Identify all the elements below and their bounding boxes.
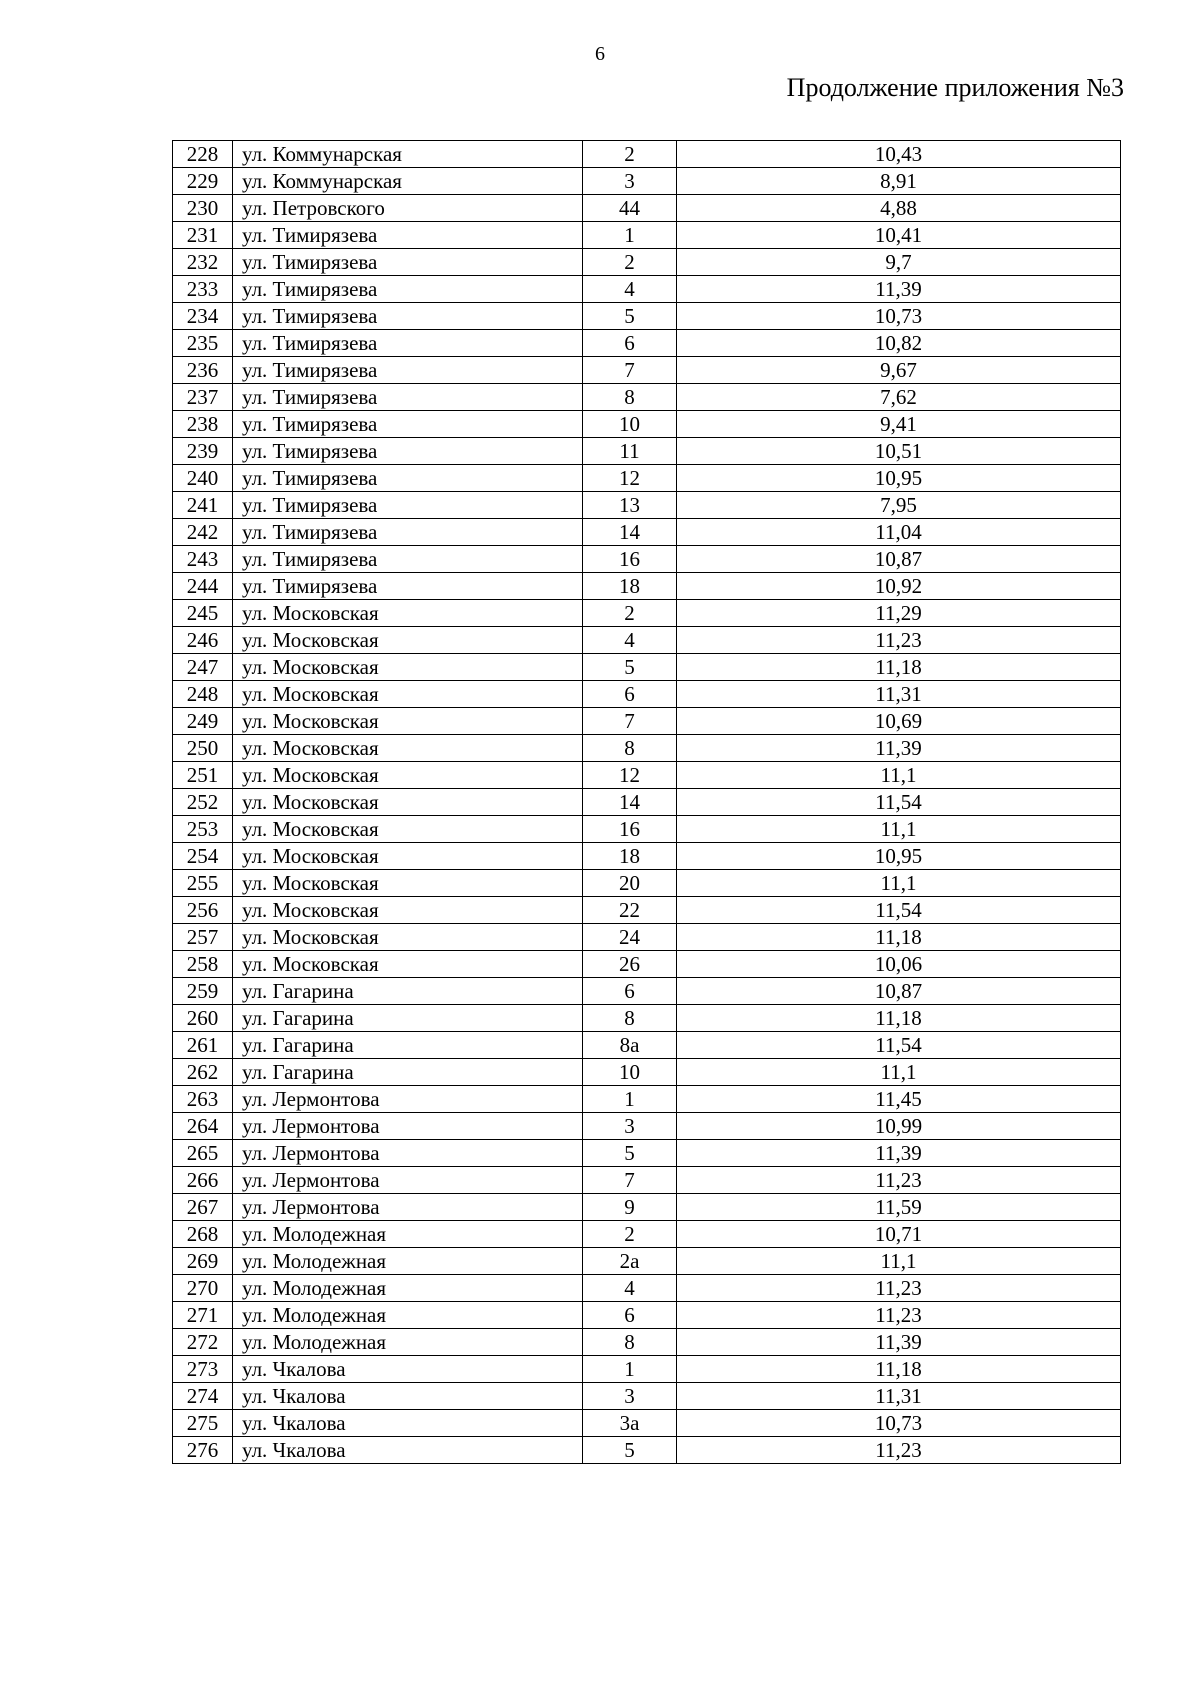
row-number-cell: 246 <box>173 627 233 654</box>
house-number-cell: 4 <box>583 627 677 654</box>
house-number-cell: 7 <box>583 357 677 384</box>
table-row <box>173 384 1121 411</box>
street-cell: ул. Коммунарская <box>233 141 583 168</box>
value-cell: 11,39 <box>677 276 1121 303</box>
row-number-cell: 252 <box>173 789 233 816</box>
house-number-cell: 12 <box>583 465 677 492</box>
value-cell: 11,54 <box>677 1032 1121 1059</box>
house-number-cell: 6 <box>583 330 677 357</box>
street-cell: ул. Московская <box>233 600 583 627</box>
row-number-cell: 261 <box>173 1032 233 1059</box>
house-number-cell: 2 <box>583 141 677 168</box>
value-cell: 11,23 <box>677 1167 1121 1194</box>
house-number-cell: 24 <box>583 924 677 951</box>
value-cell: 11,18 <box>677 1356 1121 1383</box>
value-cell: 10,71 <box>677 1221 1121 1248</box>
street-cell: ул. Московская <box>233 789 583 816</box>
street-cell: ул. Тимирязева <box>233 492 583 519</box>
row-number-cell: 254 <box>173 843 233 870</box>
house-number-cell: 6 <box>583 681 677 708</box>
street-cell: ул. Чкалова <box>233 1383 583 1410</box>
house-number-cell: 14 <box>583 789 677 816</box>
value-cell: 11,59 <box>677 1194 1121 1221</box>
table-row <box>173 1005 1121 1032</box>
value-cell: 11,31 <box>677 1383 1121 1410</box>
value-cell: 10,92 <box>677 573 1121 600</box>
value-cell: 11,1 <box>677 1248 1121 1275</box>
row-number-cell: 241 <box>173 492 233 519</box>
house-number-cell: 5 <box>583 303 677 330</box>
value-cell: 11,04 <box>677 519 1121 546</box>
table-row <box>173 789 1121 816</box>
table-row <box>173 519 1121 546</box>
data-table <box>172 140 1121 1464</box>
house-number-cell: 14 <box>583 519 677 546</box>
row-number-cell: 240 <box>173 465 233 492</box>
house-number-cell: 3 <box>583 1383 677 1410</box>
row-number-cell: 273 <box>173 1356 233 1383</box>
house-number-cell: 8 <box>583 1329 677 1356</box>
street-cell: ул. Гагарина <box>233 978 583 1005</box>
house-number-cell: 16 <box>583 816 677 843</box>
table-row <box>173 1221 1121 1248</box>
house-number-cell: 6 <box>583 1302 677 1329</box>
row-number-cell: 233 <box>173 276 233 303</box>
row-number-cell: 243 <box>173 546 233 573</box>
row-number-cell: 253 <box>173 816 233 843</box>
street-cell: ул. Московская <box>233 654 583 681</box>
street-cell: ул. Московская <box>233 816 583 843</box>
row-number-cell: 269 <box>173 1248 233 1275</box>
row-number-cell: 265 <box>173 1140 233 1167</box>
table-row <box>173 735 1121 762</box>
street-cell: ул. Чкалова <box>233 1410 583 1437</box>
value-cell: 11,54 <box>677 789 1121 816</box>
value-cell: 4,88 <box>677 195 1121 222</box>
value-cell: 10,87 <box>677 546 1121 573</box>
value-cell: 11,18 <box>677 654 1121 681</box>
value-cell: 10,87 <box>677 978 1121 1005</box>
street-cell: ул. Московская <box>233 843 583 870</box>
street-cell: ул. Московская <box>233 681 583 708</box>
street-cell: ул. Молодежная <box>233 1329 583 1356</box>
row-number-cell: 247 <box>173 654 233 681</box>
house-number-cell: 7 <box>583 708 677 735</box>
table-row <box>173 681 1121 708</box>
row-number-cell: 257 <box>173 924 233 951</box>
row-number-cell: 248 <box>173 681 233 708</box>
table-row <box>173 951 1121 978</box>
row-number-cell: 244 <box>173 573 233 600</box>
value-cell: 11,31 <box>677 681 1121 708</box>
table-row <box>173 411 1121 438</box>
street-cell: ул. Молодежная <box>233 1221 583 1248</box>
table-row <box>173 195 1121 222</box>
house-number-cell: 8а <box>583 1032 677 1059</box>
row-number-cell: 237 <box>173 384 233 411</box>
table-row <box>173 141 1121 168</box>
house-number-cell: 18 <box>583 843 677 870</box>
table-row <box>173 897 1121 924</box>
house-number-cell: 1 <box>583 1356 677 1383</box>
table-row <box>173 1383 1121 1410</box>
table-row <box>173 438 1121 465</box>
table-row <box>173 1113 1121 1140</box>
table-row <box>173 627 1121 654</box>
row-number-cell: 242 <box>173 519 233 546</box>
appendix-title: Продолжение приложения №3 <box>786 73 1124 102</box>
value-cell: 10,51 <box>677 438 1121 465</box>
row-number-cell: 264 <box>173 1113 233 1140</box>
row-number-cell: 236 <box>173 357 233 384</box>
street-cell: ул. Тимирязева <box>233 573 583 600</box>
house-number-cell: 3 <box>583 168 677 195</box>
street-cell: ул. Тимирязева <box>233 357 583 384</box>
street-cell: ул. Молодежная <box>233 1302 583 1329</box>
house-number-cell: 22 <box>583 897 677 924</box>
value-cell: 10,95 <box>677 465 1121 492</box>
house-number-cell: 9 <box>583 1194 677 1221</box>
street-cell: ул. Тимирязева <box>233 465 583 492</box>
street-cell: ул. Лермонтова <box>233 1194 583 1221</box>
street-cell: ул. Тимирязева <box>233 330 583 357</box>
street-cell: ул. Московская <box>233 627 583 654</box>
house-number-cell: 5 <box>583 1437 677 1464</box>
street-cell: ул. Лермонтова <box>233 1167 583 1194</box>
row-number-cell: 271 <box>173 1302 233 1329</box>
table-row <box>173 816 1121 843</box>
street-cell: ул. Тимирязева <box>233 384 583 411</box>
street-cell: ул. Гагарина <box>233 1059 583 1086</box>
value-cell: 7,95 <box>677 492 1121 519</box>
table-row <box>173 762 1121 789</box>
street-cell: ул. Московская <box>233 870 583 897</box>
table-row <box>173 843 1121 870</box>
table-row <box>173 1437 1121 1464</box>
house-number-cell: 3а <box>583 1410 677 1437</box>
table-row <box>173 1140 1121 1167</box>
value-cell: 7,62 <box>677 384 1121 411</box>
table-row <box>173 1275 1121 1302</box>
table-row <box>173 303 1121 330</box>
value-cell: 11,1 <box>677 1059 1121 1086</box>
street-cell: ул. Тимирязева <box>233 303 583 330</box>
house-number-cell: 2 <box>583 1221 677 1248</box>
house-number-cell: 26 <box>583 951 677 978</box>
row-number-cell: 234 <box>173 303 233 330</box>
value-cell: 10,82 <box>677 330 1121 357</box>
table-row <box>173 1329 1121 1356</box>
street-cell: ул. Тимирязева <box>233 276 583 303</box>
street-cell: ул. Чкалова <box>233 1437 583 1464</box>
value-cell: 10,69 <box>677 708 1121 735</box>
street-cell: ул. Московская <box>233 924 583 951</box>
table-row <box>173 1032 1121 1059</box>
value-cell: 10,41 <box>677 222 1121 249</box>
table-row <box>173 573 1121 600</box>
value-cell: 11,29 <box>677 600 1121 627</box>
house-number-cell: 8 <box>583 384 677 411</box>
value-cell: 10,95 <box>677 843 1121 870</box>
value-cell: 10,73 <box>677 1410 1121 1437</box>
row-number-cell: 258 <box>173 951 233 978</box>
value-cell: 11,1 <box>677 816 1121 843</box>
table-row <box>173 1059 1121 1086</box>
table-row <box>173 1194 1121 1221</box>
street-cell: ул. Московская <box>233 897 583 924</box>
value-cell: 10,73 <box>677 303 1121 330</box>
table-row <box>173 168 1121 195</box>
row-number-cell: 268 <box>173 1221 233 1248</box>
house-number-cell: 13 <box>583 492 677 519</box>
table-row <box>173 492 1121 519</box>
value-cell: 10,99 <box>677 1113 1121 1140</box>
house-number-cell: 2 <box>583 249 677 276</box>
house-number-cell: 6 <box>583 978 677 1005</box>
value-cell: 11,1 <box>677 870 1121 897</box>
row-number-cell: 256 <box>173 897 233 924</box>
row-number-cell: 259 <box>173 978 233 1005</box>
street-cell: ул. Тимирязева <box>233 249 583 276</box>
table-row <box>173 600 1121 627</box>
street-cell: ул. Чкалова <box>233 1356 583 1383</box>
house-number-cell: 16 <box>583 546 677 573</box>
value-cell: 11,45 <box>677 1086 1121 1113</box>
table-row <box>173 978 1121 1005</box>
house-number-cell: 4 <box>583 276 677 303</box>
row-number-cell: 255 <box>173 870 233 897</box>
house-number-cell: 8 <box>583 1005 677 1032</box>
value-cell: 11,18 <box>677 1005 1121 1032</box>
street-cell: ул. Тимирязева <box>233 519 583 546</box>
row-number-cell: 230 <box>173 195 233 222</box>
street-cell: ул. Лермонтова <box>233 1086 583 1113</box>
house-number-cell: 4 <box>583 1275 677 1302</box>
table-row <box>173 870 1121 897</box>
street-cell: ул. Тимирязева <box>233 438 583 465</box>
value-cell: 8,91 <box>677 168 1121 195</box>
row-number-cell: 263 <box>173 1086 233 1113</box>
street-cell: ул. Лермонтова <box>233 1113 583 1140</box>
table-row <box>173 1248 1121 1275</box>
value-cell: 9,7 <box>677 249 1121 276</box>
table-row <box>173 1302 1121 1329</box>
row-number-cell: 245 <box>173 600 233 627</box>
house-number-cell: 1 <box>583 1086 677 1113</box>
table-row <box>173 708 1121 735</box>
table-body <box>173 141 1121 1464</box>
street-cell: ул. Тимирязева <box>233 546 583 573</box>
house-number-cell: 20 <box>583 870 677 897</box>
street-cell: ул. Молодежная <box>233 1275 583 1302</box>
row-number-cell: 266 <box>173 1167 233 1194</box>
row-number-cell: 274 <box>173 1383 233 1410</box>
table-row <box>173 1167 1121 1194</box>
value-cell: 9,41 <box>677 411 1121 438</box>
table-row <box>173 1410 1121 1437</box>
row-number-cell: 270 <box>173 1275 233 1302</box>
table-row <box>173 1356 1121 1383</box>
house-number-cell: 7 <box>583 1167 677 1194</box>
house-number-cell: 2а <box>583 1248 677 1275</box>
street-cell: ул. Гагарина <box>233 1005 583 1032</box>
street-cell: ул. Тимирязева <box>233 222 583 249</box>
street-cell: ул. Молодежная <box>233 1248 583 1275</box>
value-cell: 11,54 <box>677 897 1121 924</box>
table-row <box>173 222 1121 249</box>
value-cell: 11,39 <box>677 735 1121 762</box>
row-number-cell: 276 <box>173 1437 233 1464</box>
table-row <box>173 1086 1121 1113</box>
table-row <box>173 546 1121 573</box>
house-number-cell: 12 <box>583 762 677 789</box>
row-number-cell: 272 <box>173 1329 233 1356</box>
value-cell: 11,23 <box>677 627 1121 654</box>
street-cell: ул. Московская <box>233 735 583 762</box>
house-number-cell: 44 <box>583 195 677 222</box>
row-number-cell: 232 <box>173 249 233 276</box>
row-number-cell: 250 <box>173 735 233 762</box>
row-number-cell: 275 <box>173 1410 233 1437</box>
table-row <box>173 249 1121 276</box>
street-cell: ул. Петровского <box>233 195 583 222</box>
table-row <box>173 357 1121 384</box>
house-number-cell: 10 <box>583 411 677 438</box>
value-cell: 10,06 <box>677 951 1121 978</box>
street-cell: ул. Коммунарская <box>233 168 583 195</box>
value-cell: 11,18 <box>677 924 1121 951</box>
row-number-cell: 251 <box>173 762 233 789</box>
row-number-cell: 262 <box>173 1059 233 1086</box>
value-cell: 11,39 <box>677 1329 1121 1356</box>
row-number-cell: 231 <box>173 222 233 249</box>
street-cell: ул. Тимирязева <box>233 411 583 438</box>
table-row <box>173 465 1121 492</box>
value-cell: 11,23 <box>677 1302 1121 1329</box>
table-row <box>173 330 1121 357</box>
house-number-cell: 11 <box>583 438 677 465</box>
value-cell: 11,23 <box>677 1275 1121 1302</box>
row-number-cell: 239 <box>173 438 233 465</box>
table-row <box>173 654 1121 681</box>
row-number-cell: 267 <box>173 1194 233 1221</box>
value-cell: 11,23 <box>677 1437 1121 1464</box>
row-number-cell: 229 <box>173 168 233 195</box>
row-number-cell: 249 <box>173 708 233 735</box>
house-number-cell: 18 <box>583 573 677 600</box>
table-row <box>173 924 1121 951</box>
house-number-cell: 5 <box>583 654 677 681</box>
house-number-cell: 2 <box>583 600 677 627</box>
value-cell: 11,39 <box>677 1140 1121 1167</box>
street-cell: ул. Московская <box>233 762 583 789</box>
house-number-cell: 5 <box>583 1140 677 1167</box>
row-number-cell: 228 <box>173 141 233 168</box>
house-number-cell: 1 <box>583 222 677 249</box>
street-cell: ул. Московская <box>233 951 583 978</box>
value-cell: 11,1 <box>677 762 1121 789</box>
row-number-cell: 235 <box>173 330 233 357</box>
house-number-cell: 3 <box>583 1113 677 1140</box>
table-row <box>173 276 1121 303</box>
value-cell: 10,43 <box>677 141 1121 168</box>
street-cell: ул. Гагарина <box>233 1032 583 1059</box>
house-number-cell: 10 <box>583 1059 677 1086</box>
row-number-cell: 238 <box>173 411 233 438</box>
value-cell: 9,67 <box>677 357 1121 384</box>
page-number: 6 <box>595 43 605 65</box>
street-cell: ул. Лермонтова <box>233 1140 583 1167</box>
row-number-cell: 260 <box>173 1005 233 1032</box>
street-cell: ул. Московская <box>233 708 583 735</box>
house-number-cell: 8 <box>583 735 677 762</box>
